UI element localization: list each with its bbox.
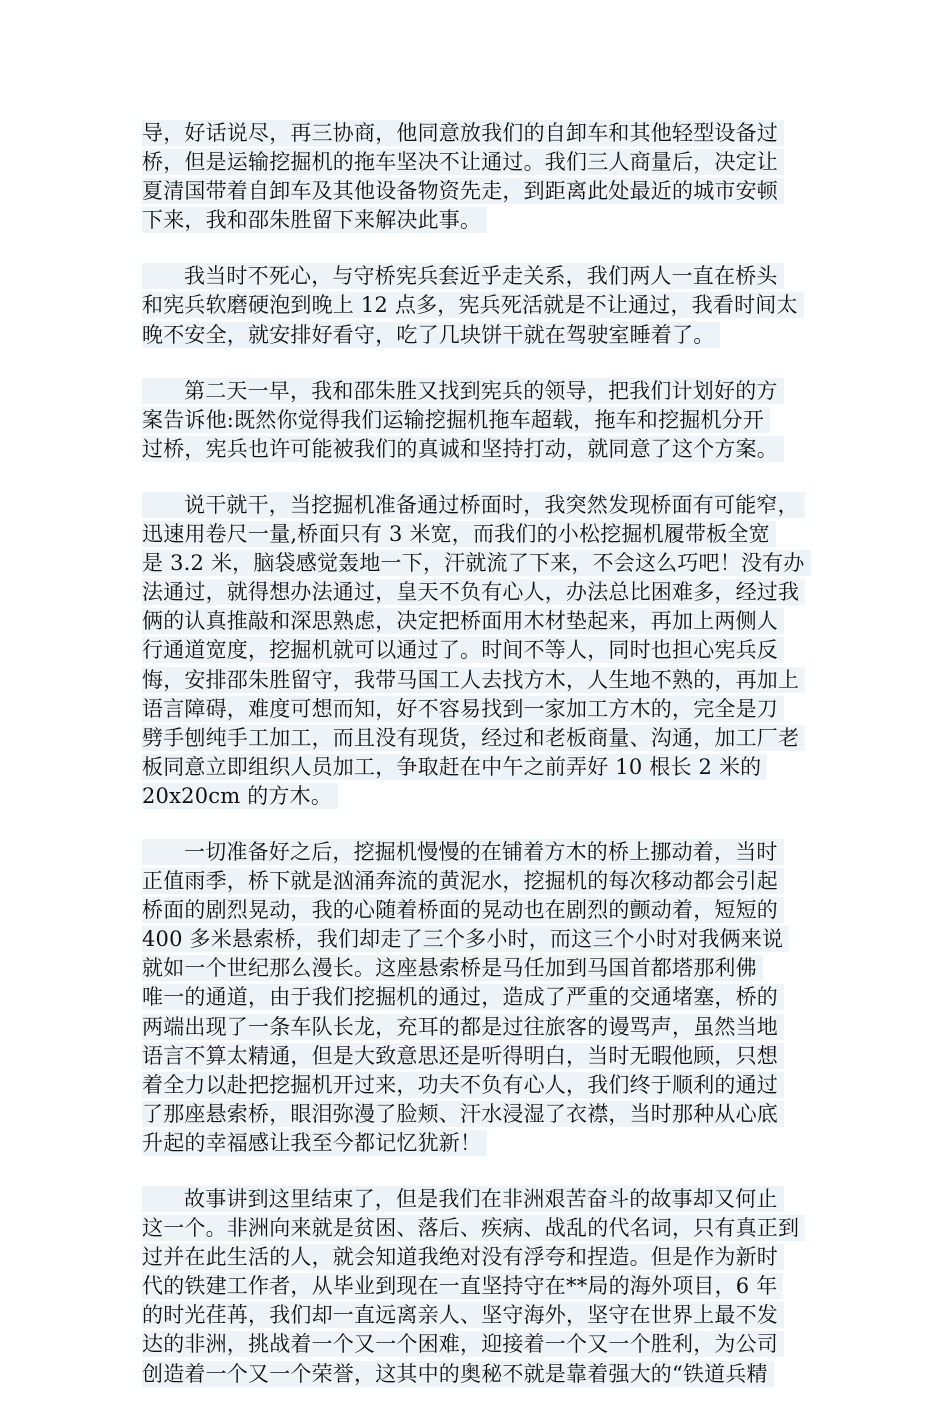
text-line: 迅速用卷尺一量,桥面只有 3 米宽，而我们的小松挖掘机履带板全宽 — [142, 521, 822, 550]
text-line: 的时光荏苒，我们却一直远离亲人、坚守海外，坚守在世界上最不发 — [142, 1302, 822, 1331]
paragraph-4 — [142, 492, 822, 812]
text-line: 创造着一个又一个荣誉，这其中的奥秘不就是靠着强大的“铁道兵精 — [142, 1361, 822, 1390]
text-line: 案告诉他:既然你觉得我们运输挖掘机拖车超载，拖车和挖掘机分开 — [142, 407, 822, 436]
text-line: 夏清国带着自卸车及其他设备物资先走，到距离此处最近的城市安顿 — [142, 178, 822, 207]
paragraph-6 — [142, 1186, 822, 1390]
text-line: 就如一个世纪那么漫长。这座悬索桥是马任加到马国首都塔那利佛 — [142, 955, 822, 984]
text-line: 故事讲到这里结束了，但是我们在非洲艰苦奋斗的故事却又何止 — [142, 1186, 822, 1215]
paragraph-1 — [142, 120, 822, 236]
text-line: 第二天一早，我和邵朱胜又找到宪兵的领导，把我们计划好的方 — [142, 378, 822, 407]
text-line: 了那座悬索桥，眼泪弥漫了脸颊、汗水浸湿了衣襟，当时那种从心底 — [142, 1101, 822, 1130]
text-line: 下来，我和邵朱胜留下来解决此事。 — [142, 207, 822, 236]
text-line: 这一个。非洲向来就是贫困、落后、疾病、战乱的代名词，只有真正到 — [142, 1215, 822, 1244]
text-line: 悔，安排邵朱胜留守，我带马国工人去找方木，人生地不熟的，再加上 — [142, 667, 822, 696]
text-line: 正值雨季，桥下就是汹涌奔流的黄泥水，挖掘机的每次移动都会引起 — [142, 868, 822, 897]
document-body — [142, 120, 822, 1417]
text-line: 桥，但是运输挖掘机的拖车坚决不让通过。我们三人商量后，决定让 — [142, 149, 822, 178]
text-line: 俩的认真推敲和深思熟虑，决定把桥面用木材垫起来，再加上两侧人 — [142, 608, 822, 637]
text-line: 升起的幸福感让我至今都记忆犹新！ — [142, 1130, 822, 1159]
text-line: 桥面的剧烈晃动，我的心随着桥面的晃动也在剧烈的颤动着，短短的 — [142, 897, 822, 926]
paragraph-2 — [142, 263, 822, 350]
text-line: 过桥，宪兵也许可能被我们的真诚和坚持打动，就同意了这个方案。 — [142, 436, 822, 465]
text-line: 晚不安全，就安排好看守，吃了几块饼干就在驾驶室睡着了。 — [142, 322, 822, 351]
text-line: 语言障碍，难度可想而知，好不容易找到一家加工方木的，完全是刀 — [142, 696, 822, 725]
paragraph-5 — [142, 839, 822, 1159]
text-line: 代的铁建工作者，从毕业到现在一直坚持守在**局的海外项目，6 年 — [142, 1273, 822, 1302]
text-line: 法通过，就得想办法通过，皇天不负有心人，办法总比困难多，经过我 — [142, 579, 822, 608]
text-line: 400 多米悬索桥，我们却走了三个多小时，而这三个小时对我俩来说 — [142, 926, 822, 955]
text-line: 行通道宽度，挖掘机就可以通过了。时间不等人，同时也担心宪兵反 — [142, 637, 822, 666]
text-line: 过并在此生活的人，就会知道我绝对没有浮夸和捏造。但是作为新时 — [142, 1244, 822, 1273]
text-line: 是 3.2 米，脑袋感觉轰地一下，汗就流了下来，不会这么巧吧！没有办 — [142, 550, 822, 579]
text-line: 和宪兵软磨硬泡到晚上 12 点多，宪兵死活就是不让通过，我看时间太 — [142, 292, 822, 321]
text-line: 我当时不死心，与守桥宪兵套近乎走关系，我们两人一直在桥头 — [142, 263, 822, 292]
paragraph-3 — [142, 378, 822, 465]
text-line: 两端出现了一条车队长龙，充耳的都是过往旅客的谩骂声，虽然当地 — [142, 1014, 822, 1043]
text-line: 语言不算太精通，但是大致意思还是听得明白，当时无暇他顾，只想 — [142, 1043, 822, 1072]
text-line: 一切准备好之后，挖掘机慢慢的在铺着方木的桥上挪动着，当时 — [142, 839, 822, 868]
text-line: 劈手刨纯手工加工，而且没有现货，经过和老板商量、沟通，加工厂老 — [142, 725, 822, 754]
text-line: 导，好话说尽，再三协商，他同意放我们的自卸车和其他轻型设备过 — [142, 120, 822, 149]
text-line: 说干就干，当挖掘机准备通过桥面时，我突然发现桥面有可能窄， — [142, 492, 822, 521]
text-line: 着全力以赴把挖掘机开过来，功夫不负有心人，我们终于顺利的通过 — [142, 1072, 822, 1101]
text-line: 板同意立即组织人员加工，争取赶在中午之前弄好 10 根长 2 米的 — [142, 754, 822, 783]
text-line: 达的非洲，挑战着一个又一个困难，迎接着一个又一个胜利，为公司 — [142, 1331, 822, 1360]
text-line: 唯一的通道，由于我们挖掘机的通过，造成了严重的交通堵塞，桥的 — [142, 984, 822, 1013]
text-line: 20x20cm 的方木。 — [142, 783, 822, 812]
